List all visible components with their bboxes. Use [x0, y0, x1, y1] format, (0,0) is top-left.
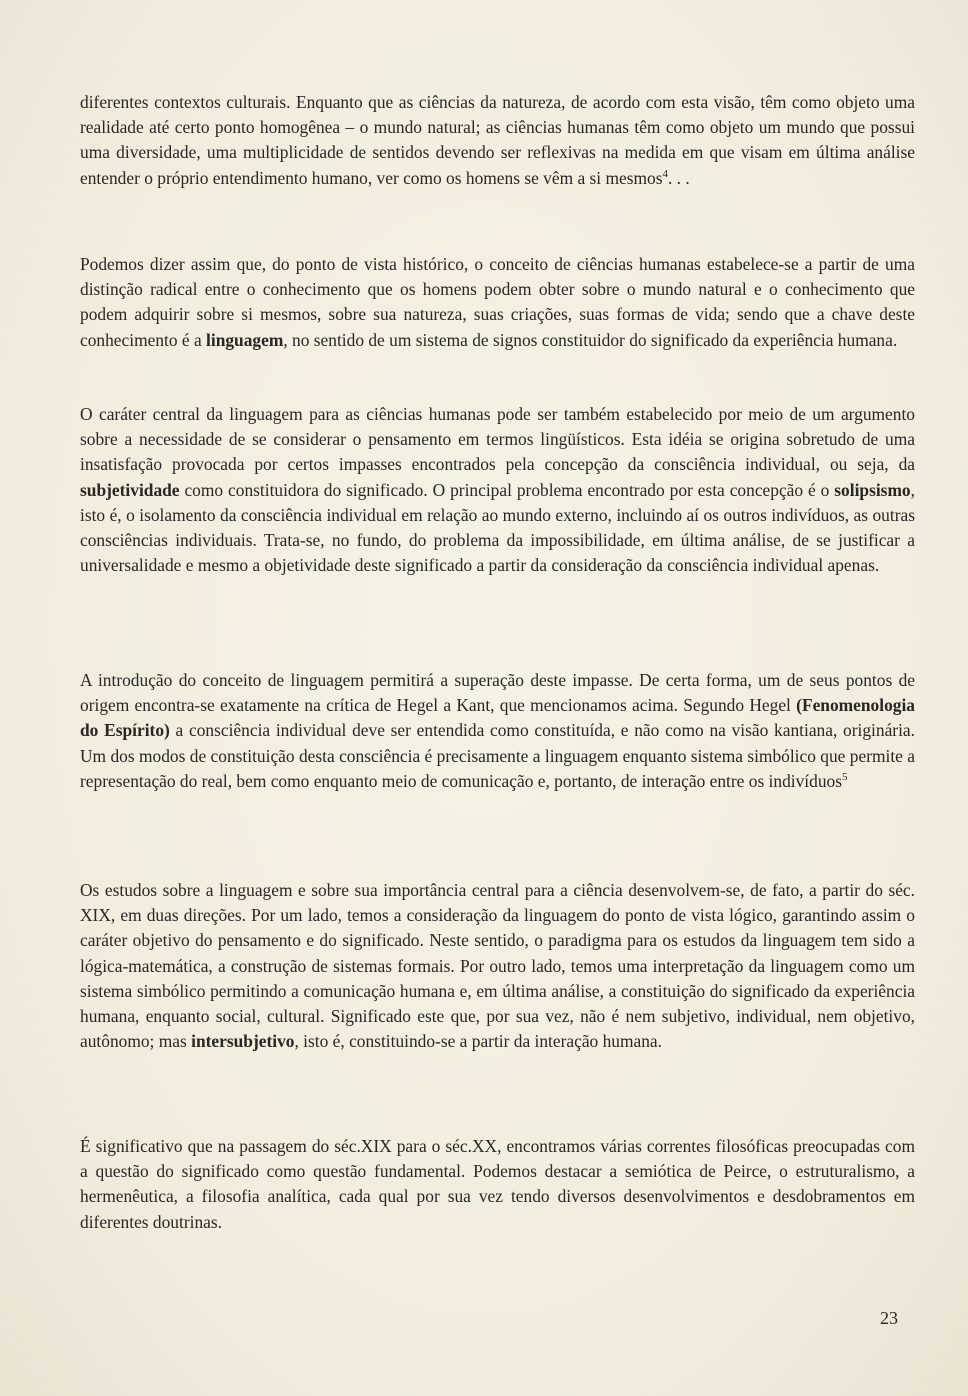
paragraph-5 — [80, 878, 915, 1054]
term-linguagem: linguagem — [206, 329, 284, 350]
footnote-ref-4: 4 — [662, 167, 668, 180]
term-solipsismo: solipsismo — [834, 479, 911, 500]
paragraph-1-ellipsis: . . . — [667, 167, 690, 188]
paragraph-2-text-after: , no sentido de um sistema de signos constituidor do significado da experiência humana. — [283, 329, 898, 350]
paragraph-2-text-before: Podemos dizer assim que, do ponto de vista histórico, o conceito de ciências humanas estabelece-se a partir de uma distinção radical entre o conhecimento que os homens podem obter sobre o mundo natural e o conhecimento que podem adquirir sobre si mesmos, sobre sua natureza, suas criações, suas formas de vida; sendo que a chave deste conhecimento é a — [80, 254, 915, 350]
paragraph-3-text-middle: como constituidora do significado. O principal problema encontrado por esta concepção é o — [179, 479, 835, 500]
term-subjetividade: subjetividade — [80, 479, 180, 500]
term-intersubjetivo: intersubjetivo — [191, 1031, 295, 1052]
paragraph-6 — [80, 1134, 915, 1235]
paragraph-4-text-before: A introdução do conceito de linguagem permitirá a superação deste impasse. De certa forma, um de seus pontos de origem encontra-se exatamente na crítica de Hegel a Kant, que mencionamos acima. Segundo Hegel — [80, 670, 915, 716]
paragraph-5-text-before: Os estudos sobre a linguagem e sobre sua importância central para a ciência desenvolvem-se, de fato, a partir do séc. XIX, em duas direções. Por um lado, temos a consideração da linguagem do ponto de vista lógico, garantindo assim o caráter objetivo do pensamento e do significado. Neste sentido, o paradigma para os estudos da linguagem tem sido a lógica-matemática, a construção de sistemas formais. Por outro lado, temos uma interpretação da linguagem como um sistema simbólico permitindo a comunicação humana e, em última análise, a constituição do significado da experiência humana, enquanto social, cultural. Significado este que, por sua vez, não é nem subjetivo, individual, nem objetivo, autônomo; mas — [80, 880, 915, 1052]
paragraph-4-text-after: a consciência individual deve ser entendida como constituída, e não como na visão kantiana, originária. Um dos modos de constituição desta consciência é precisamente a linguagem enquanto sistema simbólico que permite a representação do real, bem como enquanto meio de comunicação e, portanto, de interação entre os indivíduos — [80, 720, 915, 791]
title-fenomenologia-do-espirito: (Fenomenologia do Espírito) — [80, 695, 915, 741]
paragraph-4 — [80, 668, 915, 794]
paragraph-5-text-after: , isto é, constituindo-se a partir da interação humana. — [294, 1031, 662, 1052]
paragraph-1-text: diferentes contextos culturais. Enquanto que as ciências da natureza, de acordo com esta visão, têm como objeto uma realidade até certo ponto homogênea – o mundo natural; as ciências humanas têm como objeto um mundo que possui uma diversidade, uma multiplicidade de sentidos devendo ser reflexivas na medida em que visam em última análise entender o próprio entendimento humano, ver como os homens se vêm a si mesmos — [80, 92, 915, 188]
footnote-ref-5: 5 — [842, 771, 848, 784]
paragraph-3-text-before: O caráter central da linguagem para as ciências humanas pode ser também estabelecido por meio de um argumento sobre a necessidade de se considerar o pensamento em termos lingüísticos. Esta idéia se origina sobretudo de uma insatisfação provocada por certos impasses encontrados pela concepção da consciência individual, ou seja, da — [80, 404, 915, 475]
paragraph-1 — [80, 90, 915, 191]
paragraph-3-text-after: , isto é, o isolamento da consciência individual em relação ao mundo externo, incluindo aí os outros indivíduos, as outras consciências individuais. Trata-se, no fundo, do problema da impossibilidade, em última análise, de se justificar a universalidade e mesmo a objetividade deste significado a partir da consideração da consciência individual apenas. — [80, 479, 915, 576]
paragraph-2 — [80, 252, 915, 353]
paragraph-6-text: É significativo que na passagem do séc.XIX para o séc.XX, encontramos várias correntes filosóficas preocupadas com a questão do significado como questão fundamental. Podemos destacar a semiótica de Peirce, o estruturalismo, a hermenêutica, a filosofia analítica, cada qual por sua vez tendo diversos desenvolvimentos e desdobramentos em diferentes doutrinas. — [80, 1136, 915, 1232]
paragraph-3 — [80, 402, 915, 578]
page-number: 23 — [880, 1308, 898, 1328]
